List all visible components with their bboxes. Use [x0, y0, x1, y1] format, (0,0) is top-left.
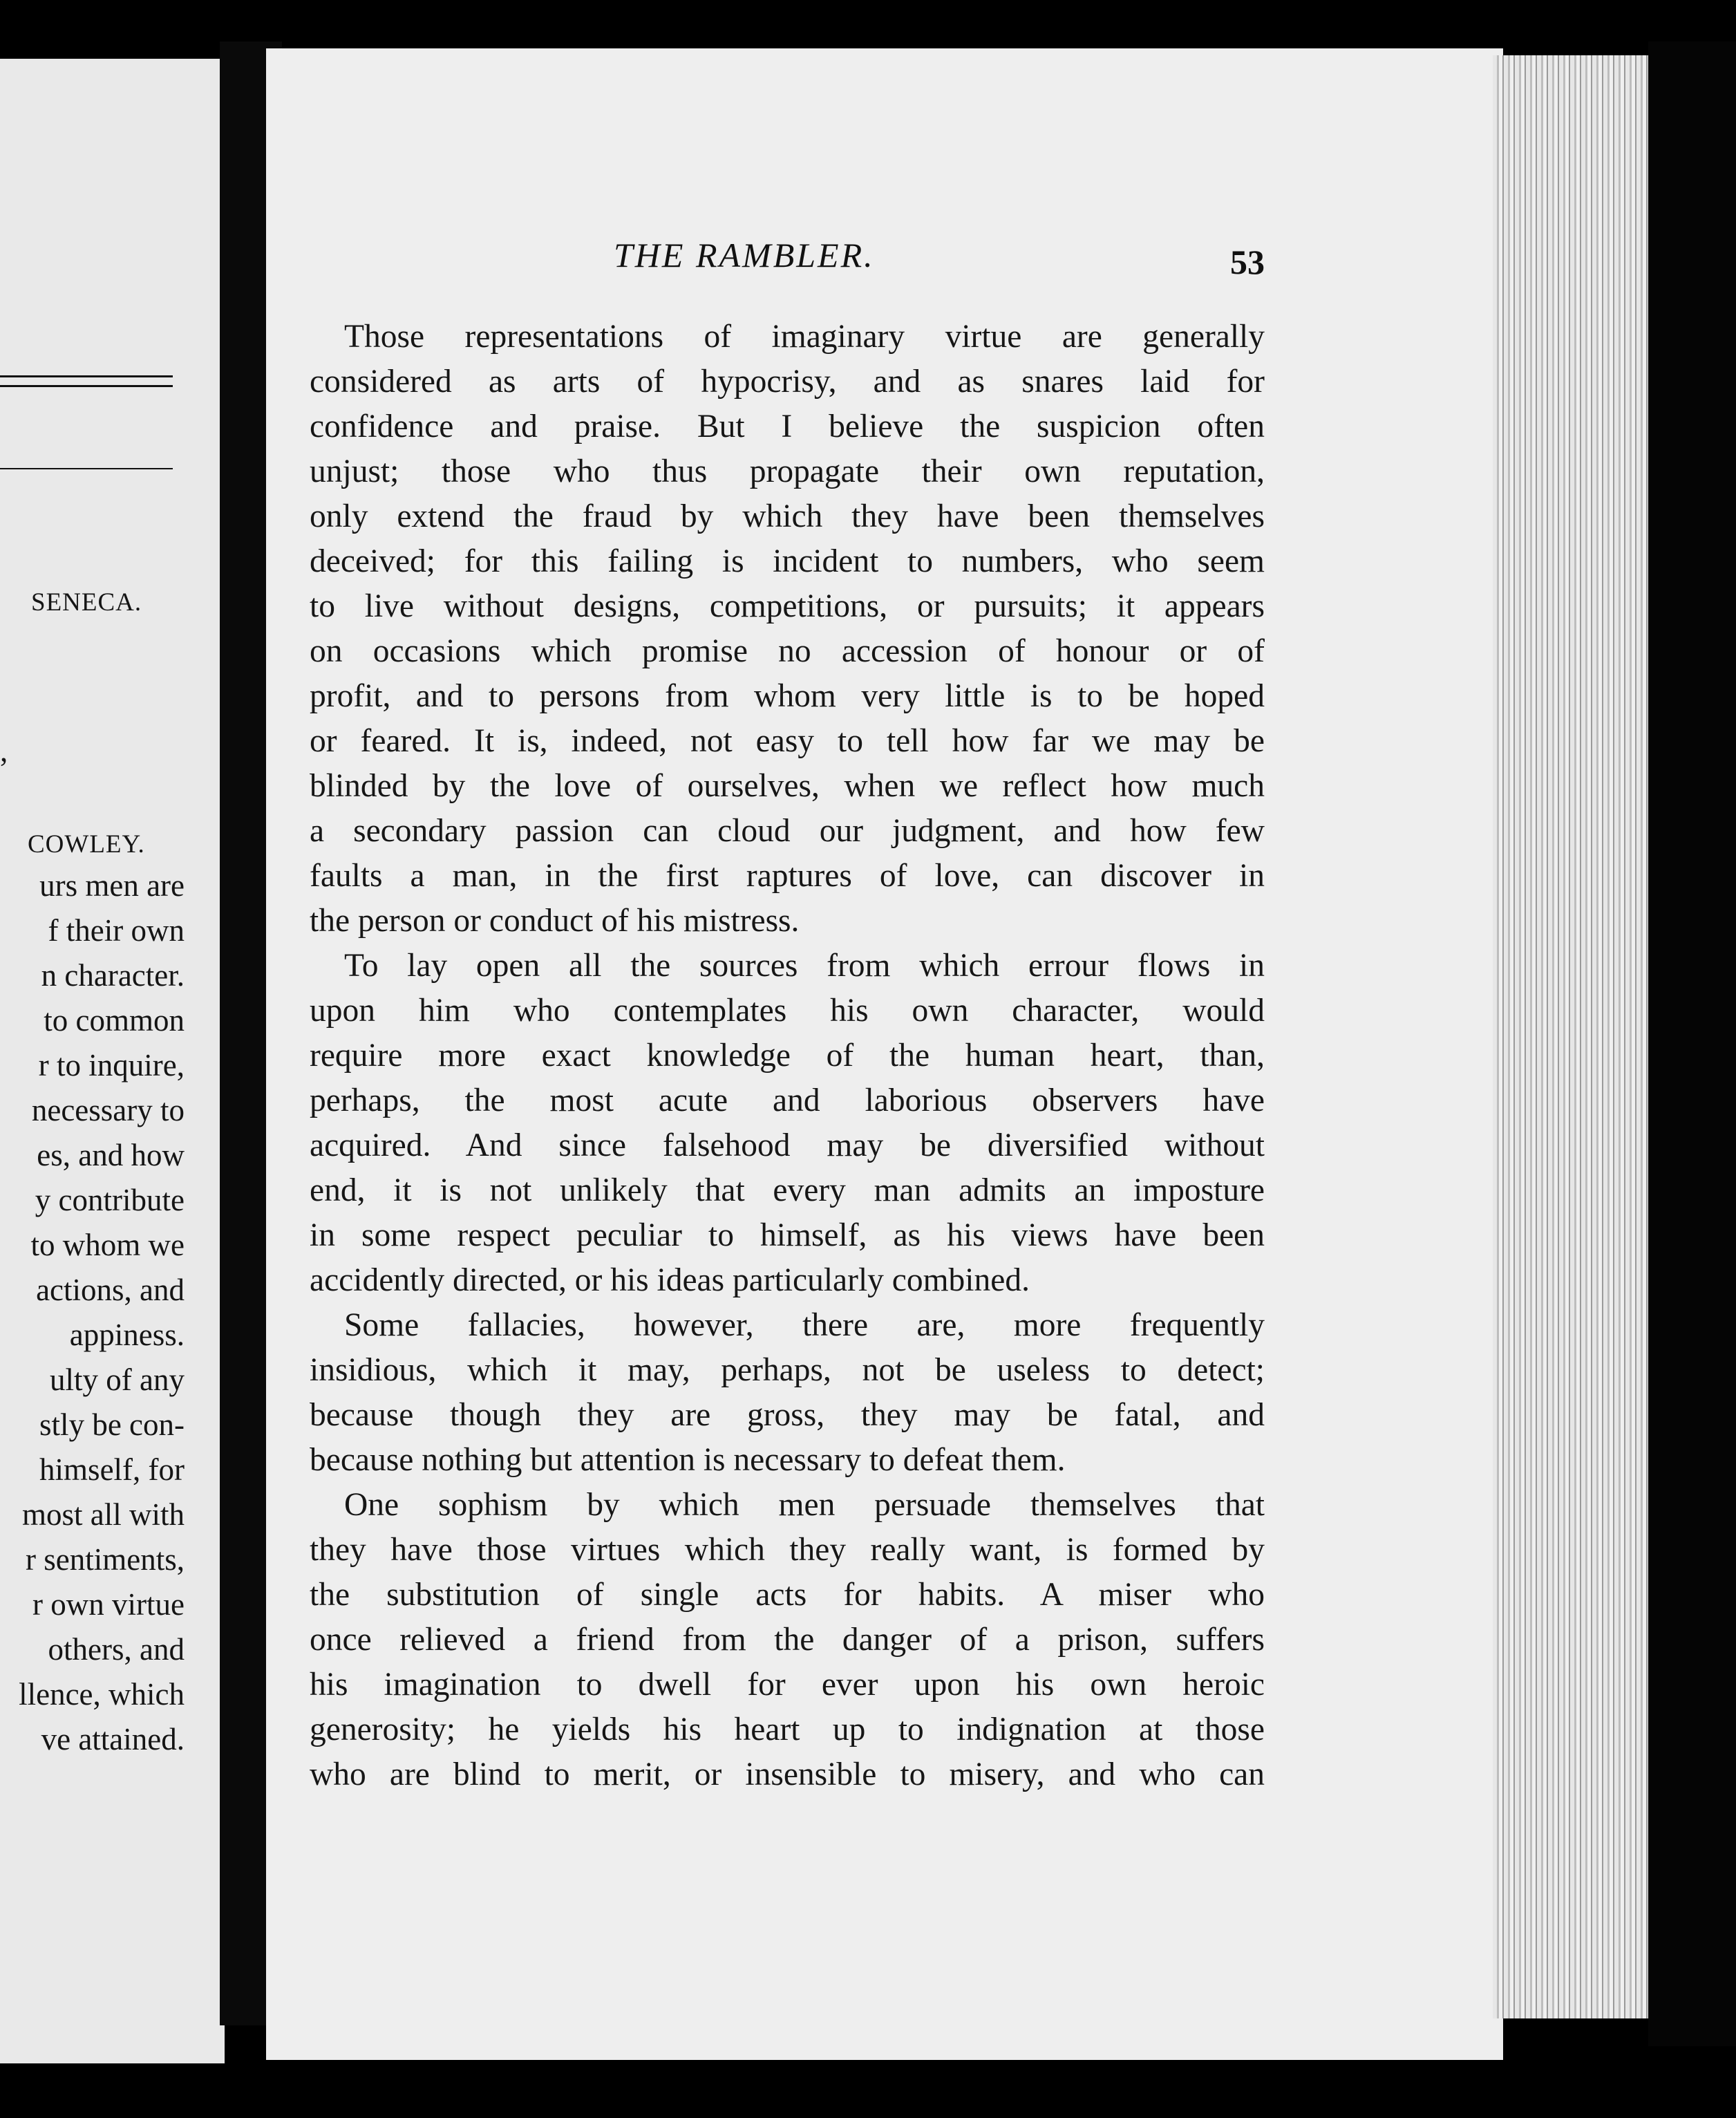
text-line: perhaps, the most acute and laborious observers have: [310, 1083, 1265, 1118]
text-line: confidence and praise. But I believe the suspicion often: [310, 409, 1265, 444]
left-text-fragment: ve attained.: [41, 1722, 185, 1756]
paragraph: [310, 1483, 1265, 1797]
left-text-fragment: r sentiments,: [26, 1542, 185, 1577]
text-line: acquired. And since falsehood may be diversified without: [310, 1127, 1265, 1163]
text-line: they have those virtues which they really want, is formed by: [310, 1532, 1265, 1568]
text-line: or feared. It is, indeed, not easy to tell how far we may be: [310, 723, 1265, 759]
left-text-fragment: necessary to: [31, 1093, 185, 1127]
left-text-fragment: actions, and: [36, 1273, 185, 1307]
paragraph: [310, 1303, 1265, 1483]
running-title: THE RAMBLER.: [614, 236, 875, 274]
text-line: insidious, which it may, perhaps, not be useless to detect;: [310, 1352, 1265, 1388]
text-line: considered as arts of hypocrisy, and as snares laid for: [310, 364, 1265, 400]
text-line: because though they are gross, they may be fatal, and: [310, 1397, 1265, 1433]
text-line: accidently directed, or his ideas particularly combined.: [310, 1262, 1030, 1298]
text-line: faults a man, in the first raptures of love, can discover in: [310, 858, 1265, 894]
left-fragment-comma: ,: [0, 733, 8, 768]
left-text-fragment: y contribute: [35, 1183, 185, 1217]
double-rule-top: [0, 375, 173, 377]
left-text-fragment: himself, for: [39, 1452, 185, 1487]
left-text-fragment: es, and how: [37, 1138, 185, 1172]
page-edges: [1493, 55, 1652, 2018]
left-text-fragment: r to inquire,: [38, 1048, 185, 1083]
left-text-fragment: ulty of any: [50, 1362, 185, 1397]
text-line: a secondary passion can cloud our judgment, and how few: [310, 813, 1265, 849]
text-line: blinded by the love of ourselves, when we reflect how much: [310, 768, 1265, 804]
single-rule: [0, 468, 173, 469]
text-line: generosity; he yields his heart up to indignation at those: [310, 1712, 1265, 1747]
left-text-fragment: others, and: [48, 1632, 185, 1667]
text-line: One sophism by which men persuade themselves that: [344, 1487, 1265, 1523]
text-line: require more exact knowledge of the human heart, than,: [310, 1038, 1265, 1074]
text-line: only extend the fraud by which they have been themselves: [310, 498, 1265, 534]
left-page: [0, 59, 225, 2063]
text-line: who are blind to merit, or insensible to misery, and who can: [310, 1756, 1265, 1792]
page-number: 53: [1230, 243, 1265, 281]
paragraph: [310, 315, 1265, 944]
text-line: to live without designs, competitions, or pursuits; it appears: [310, 588, 1265, 624]
text-line: deceived; for this failing is incident to numbers, who seem: [310, 543, 1265, 579]
text-line: upon him who contemplates his own character, would: [310, 993, 1265, 1029]
left-text-fragment: most all with: [22, 1497, 185, 1532]
double-rule-bottom: [0, 385, 173, 387]
left-text-fragment: llence, which: [19, 1677, 185, 1712]
left-text-fragment: to common: [44, 1003, 185, 1038]
text-line: his imagination to dwell for ever upon his own heroic: [310, 1667, 1265, 1703]
text-line: To lay open all the sources from which errour flows in: [344, 948, 1265, 984]
left-text-fragment: urs men are: [39, 868, 185, 903]
body-text: [310, 315, 1265, 1797]
text-line: once relieved a friend from the danger of a prison, suffers: [310, 1622, 1265, 1658]
text-line: on occasions which promise no accession of honour or of: [310, 633, 1265, 669]
left-heading-cowley: COWLEY.: [28, 830, 145, 859]
text-line: in some respect peculiar to himself, as his views have been: [310, 1217, 1265, 1253]
left-text-fragment: n character.: [41, 958, 185, 993]
left-text-fragment: appiness.: [69, 1318, 185, 1352]
left-text-fragment: r own virtue: [32, 1587, 185, 1622]
text-line: Those representations of imaginary virtue are generally: [344, 319, 1265, 355]
left-heading-seneca: SENECA.: [31, 588, 142, 617]
text-line: because nothing but attention is necessary to defeat them.: [310, 1442, 1066, 1478]
left-text-fragment: stly be con-: [39, 1407, 185, 1442]
paragraph: [310, 944, 1265, 1303]
page-header: [310, 235, 1265, 283]
text-line: Some fallacies, however, there are, more frequently: [344, 1307, 1265, 1343]
text-line: the person or conduct of his mistress.: [310, 903, 800, 939]
text-line: end, it is not unlikely that every man admits an imposture: [310, 1172, 1265, 1208]
text-line: the substitution of single acts for habits. A miser who: [310, 1577, 1265, 1613]
edge-shadow: [1648, 41, 1736, 2046]
text-line: profit, and to persons from whom very little is to be hoped: [310, 678, 1265, 714]
left-text-fragment: to whom we: [30, 1228, 185, 1262]
text-line: unjust; those who thus propagate their own reputation,: [310, 453, 1265, 489]
left-text-fragment: f their own: [48, 913, 185, 948]
